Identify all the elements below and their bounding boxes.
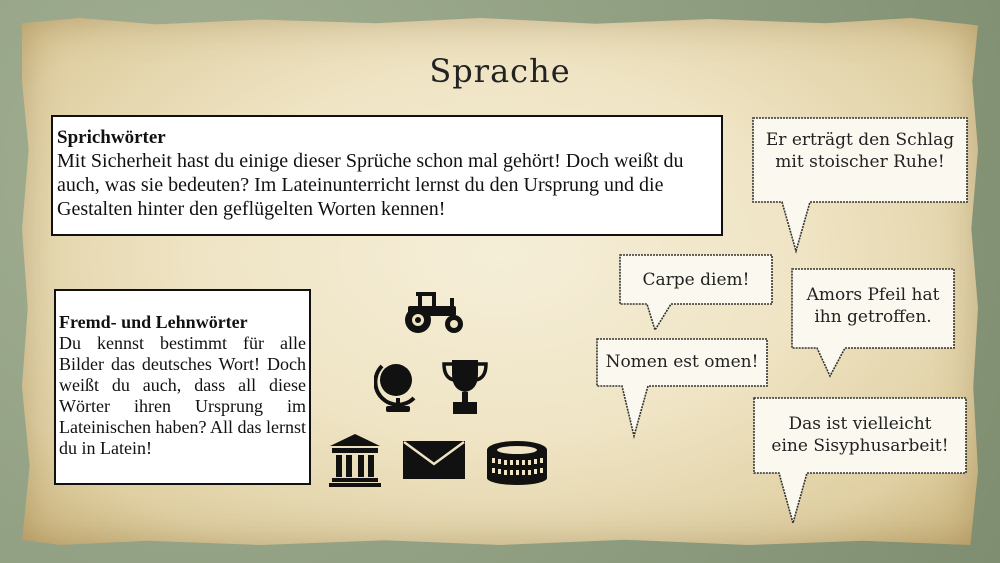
bubble-nomen-line-1: Nomen est omen!: [605, 352, 759, 372]
bubble-carpe-line-1: Carpe diem!: [642, 270, 750, 290]
speech-bubble-stoisch: [752, 117, 968, 253]
speech-bubble-sisyphus: [753, 397, 967, 525]
sprichwoerter-text: Mit Sicherheit hast du einige dieser Sprüche schon mal gehört! Doch weißt du auch, was sie bedeuten? Im Lateinunterricht lernst du den Ursprung und die Gestalten hinter den geflügelten Worten kennen!: [57, 150, 684, 220]
tractor-icon: [402, 290, 466, 334]
speech-bubble-amor: [791, 268, 955, 378]
fremdwoerter-text: Du kennst bestimmt für alle Bilder das deutsches Wort! Doch weißt du auch, dass all diese Wörter ihren Ursprung im Lateinischen haben? All das lernst du in Latein!: [59, 333, 306, 458]
bubble-sisyphus-line-1: Das ist vielleicht: [788, 414, 932, 434]
bubble-amor-line-2: ihn getroffen.: [814, 307, 932, 327]
speech-bubble-nomen: [596, 338, 768, 438]
fremdwoerter-box: [54, 289, 311, 485]
page-title: Sprache: [429, 52, 571, 90]
trophy-icon: [440, 356, 490, 416]
bubble-stoisch-line-1: Er erträgt den Schlag: [765, 130, 955, 150]
bubble-sisyphus-line-2: eine Sisyphusarbeit!: [771, 436, 949, 456]
sprichwoerter-heading: Sprichwörter: [57, 127, 166, 148]
museum-icon: [328, 432, 382, 488]
envelope-icon: [402, 440, 466, 480]
fremdwoerter-heading: Fremd- und Lehnwörter: [59, 312, 248, 332]
colosseum-icon: [486, 440, 548, 486]
bubble-stoisch-line-2: mit stoischer Ruhe!: [775, 152, 945, 172]
bubble-amor-line-1: Amors Pfeil hat: [806, 285, 940, 305]
sprichwoerter-box: [51, 115, 723, 236]
speech-bubble-carpe: [619, 254, 773, 332]
globe-icon: [374, 356, 424, 416]
speech-bubble-shape: [619, 254, 773, 332]
